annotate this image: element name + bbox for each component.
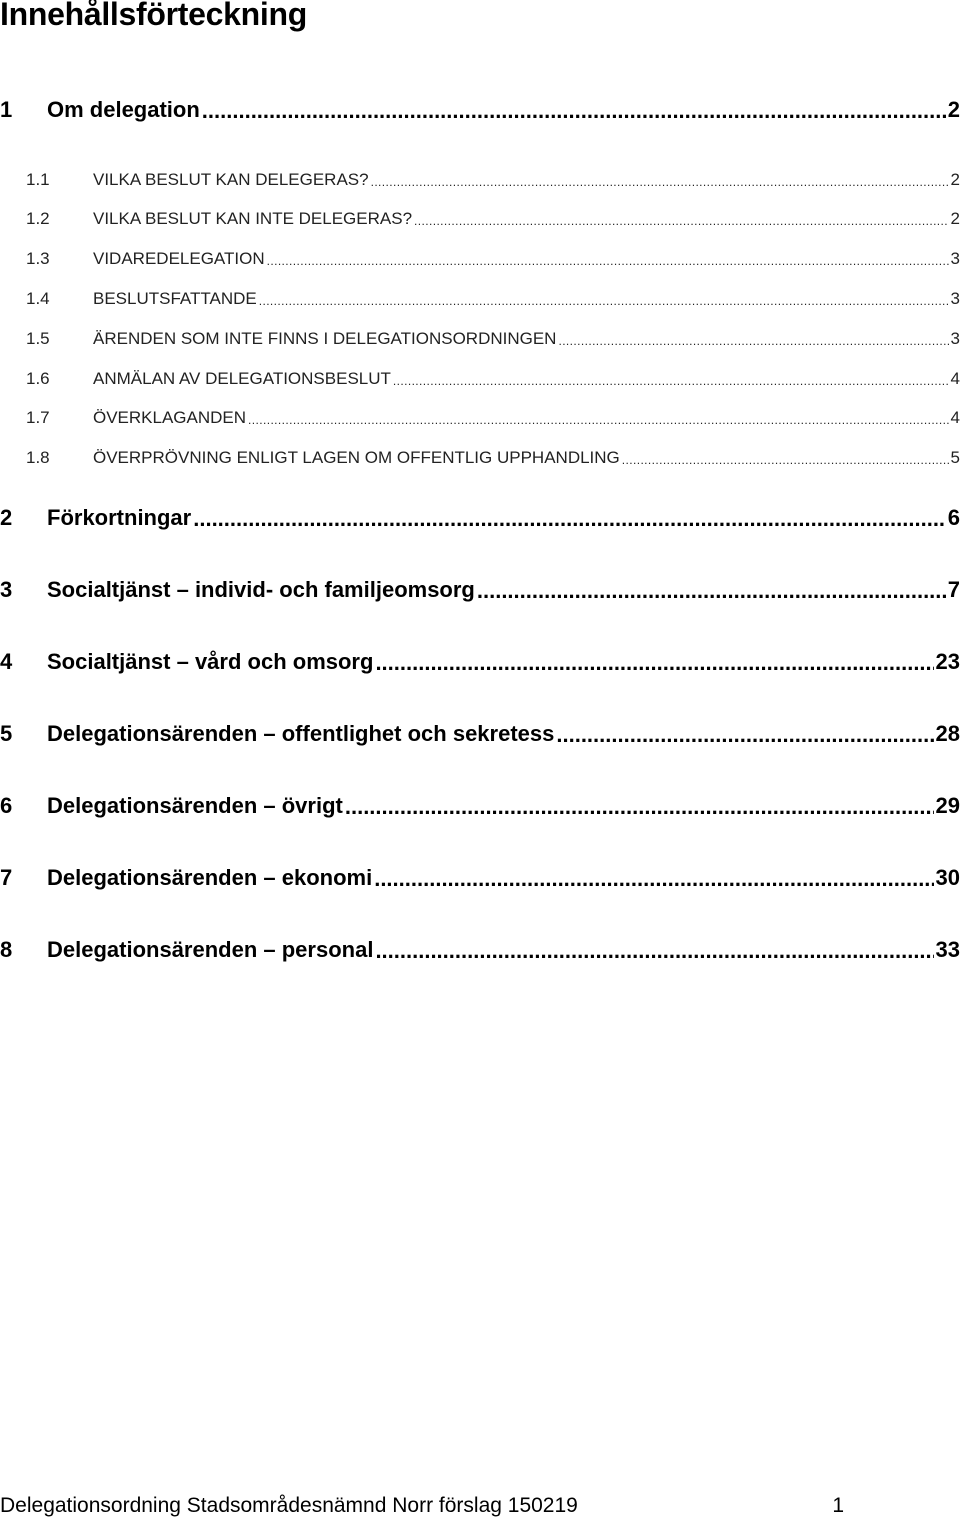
toc-entry-1-8[interactable]: [0, 448, 960, 472]
dot-leader: [371, 171, 949, 188]
toc-page: 7: [947, 577, 960, 602]
toc-label: Socialtjänst – individ- och familjeomsorg: [47, 577, 475, 602]
toc-entry-3[interactable]: [0, 577, 960, 607]
toc-label: ÖVERPRÖVNING ENLIGT LAGEN OM OFFENTLIG UPPHANDLING: [93, 448, 620, 467]
dot-leader: [374, 866, 933, 888]
toc-page: 3: [950, 329, 960, 348]
page-title: Innehållsförteckning: [0, 0, 307, 32]
toc-number: 2: [0, 505, 13, 530]
toc-page: 23: [935, 649, 960, 674]
toc-page: 30: [935, 865, 960, 890]
footer-page-number: 1: [832, 1494, 844, 1517]
toc-label: Delegationsärenden – övrigt: [47, 793, 343, 818]
toc-number: 5: [0, 721, 13, 746]
toc-entry-1-1[interactable]: [0, 170, 960, 194]
toc-number: 3: [0, 577, 13, 602]
toc-number: 1: [0, 97, 13, 122]
footer-text: Delegationsordning Stadsområdesnämnd Norr förslag 150219: [0, 1494, 578, 1517]
dot-leader: [414, 210, 948, 227]
page-footer: [0, 1494, 960, 1518]
toc-page: 2: [947, 97, 960, 122]
toc-number: 1.7: [26, 408, 50, 427]
dot-leader: [477, 578, 946, 600]
dot-leader: [267, 250, 949, 267]
toc-entry-1-7[interactable]: [0, 408, 960, 432]
toc-label: Delegationsärenden – offentlighet och sekretess: [47, 721, 555, 746]
toc-page: 3: [950, 249, 960, 268]
toc-number: 1.4: [26, 289, 50, 308]
dot-leader: [556, 722, 933, 744]
toc-label: ÖVERKLAGANDEN: [93, 408, 247, 427]
toc-entry-1[interactable]: [0, 97, 960, 127]
toc-entry-1-4[interactable]: [0, 289, 960, 313]
toc-number: 6: [0, 793, 13, 818]
dot-leader: [393, 370, 949, 387]
toc-page: 28: [935, 721, 960, 746]
dot-leader: [202, 98, 946, 120]
toc-number: 1.8: [26, 448, 50, 467]
toc-entry-1-3[interactable]: [0, 249, 960, 273]
toc-number: 8: [0, 937, 13, 962]
toc-number: 1.1: [26, 170, 50, 189]
toc-page: 6: [947, 505, 960, 530]
dot-leader: [375, 650, 933, 672]
toc-entry-1-5[interactable]: [0, 329, 960, 353]
toc-entry-6[interactable]: [0, 793, 960, 823]
dot-leader: [193, 506, 946, 528]
toc-number: 1.2: [26, 209, 50, 228]
toc-label: Om delegation: [47, 97, 200, 122]
dot-leader: [375, 938, 933, 960]
dot-leader: [248, 409, 948, 426]
toc-entry-4[interactable]: [0, 649, 960, 679]
toc-page: 4: [950, 408, 960, 427]
dot-leader: [345, 794, 934, 816]
toc-page: 29: [935, 793, 960, 818]
toc-label: VILKA BESLUT KAN INTE DELEGERAS?: [93, 209, 413, 228]
toc-label: VIDAREDELEGATION: [93, 249, 265, 268]
toc-page: 2: [950, 209, 960, 228]
dot-leader: [558, 330, 948, 347]
toc-page: 5: [950, 448, 960, 467]
dot-leader: [622, 449, 949, 466]
toc-number: 1.6: [26, 369, 50, 388]
toc-label: Förkortningar: [47, 505, 192, 530]
toc-entry-1-6[interactable]: [0, 369, 960, 393]
toc-label: VILKA BESLUT KAN DELEGERAS?: [93, 170, 369, 189]
toc-entry-7[interactable]: [0, 865, 960, 895]
toc-page: 4: [950, 369, 960, 388]
toc-page: 2: [950, 170, 960, 189]
toc-entry-8[interactable]: [0, 937, 960, 967]
toc-entry-5[interactable]: [0, 721, 960, 751]
toc-entry-2[interactable]: [0, 505, 960, 535]
toc-label: Delegationsärenden – ekonomi: [47, 865, 373, 890]
toc-number: 4: [0, 649, 13, 674]
toc-label: ANMÄLAN AV DELEGATIONSBESLUT: [93, 369, 391, 388]
dot-leader: [259, 290, 949, 307]
toc-label: BESLUTSFATTANDE: [93, 289, 257, 308]
toc-label: ÄRENDEN SOM INTE FINNS I DELEGATIONSORDNINGEN: [93, 329, 557, 348]
toc-label: Delegationsärenden – personal: [47, 937, 374, 962]
toc-page: 33: [935, 937, 960, 962]
toc-number: 1.5: [26, 329, 50, 348]
toc-page: 3: [950, 289, 960, 308]
toc-number: 1.3: [26, 249, 50, 268]
toc-label: Socialtjänst – vård och omsorg: [47, 649, 374, 674]
toc-number: 7: [0, 865, 13, 890]
toc-entry-1-2[interactable]: [0, 209, 960, 233]
